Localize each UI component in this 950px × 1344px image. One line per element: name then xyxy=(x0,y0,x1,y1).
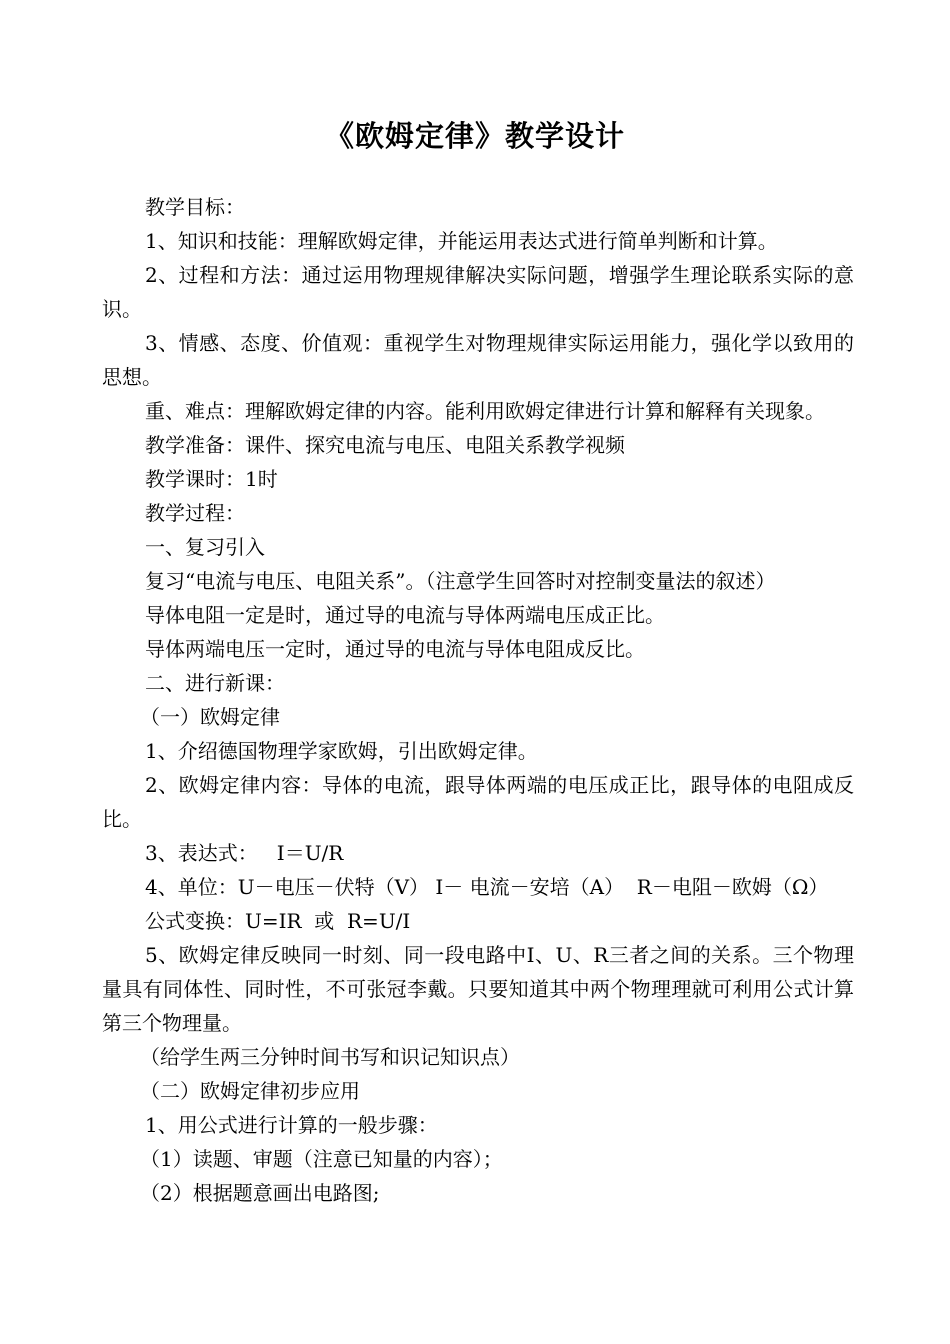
paragraph-introduce-ohm: 1、介绍德国物理学家欧姆，引出欧姆定律。 xyxy=(145,739,538,763)
paragraph-law-content: 2、欧姆定律内容：导体的电流，跟导体两端的电压成正比，跟导体的电阻成反比。 xyxy=(102,773,854,831)
paragraph-memorize-note: （给学生两三分钟时间书写和识记知识点） xyxy=(140,1045,520,1069)
paragraph-formula-transform: 公式变换：U=IR 或 R=U/I xyxy=(145,909,411,933)
paragraph-subsection-ohms-law: （一）欧姆定律 xyxy=(140,705,280,729)
paragraph-step-draw: （2）根据题意画出电路图; xyxy=(140,1181,380,1205)
document-body xyxy=(102,190,854,1210)
paragraph-preparation: 教学准备：课件、探究电流与电压、电阻关系教学视频 xyxy=(145,433,625,457)
paragraph-class-hours: 教学课时：1时 xyxy=(145,467,278,491)
paragraph-process-heading: 教学过程： xyxy=(145,501,245,525)
paragraph-review-note: 复习“电流与电压、电阻关系”。（注意学生回答时对控制变量法的叙述） xyxy=(145,569,776,593)
paragraph-calc-steps: 1、用公式进行计算的一般步骤： xyxy=(145,1113,438,1137)
paragraph-goal-attitude: 3、情感、态度、价值观：重视学生对物理规律实际运用能力，强化学以致用的思想。 xyxy=(102,331,854,389)
paragraph-section-new-lesson: 二、进行新课： xyxy=(145,671,285,695)
paragraph-key-points: 重、难点：理解欧姆定律的内容。能利用欧姆定律进行计算和解释有关现象。 xyxy=(145,399,825,423)
paragraph-section-review: 一、复习引入 xyxy=(145,535,265,559)
paragraph-subsection-application: （二）欧姆定律初步应用 xyxy=(140,1079,360,1103)
paragraph-law-relationship: 5、欧姆定律反映同一时刻、同一段电路中I、U、R三者之间的关系。三个物理量具有同体性、同时性，不可张冠李戴。只要知道其中两个物理理就可利用公式计算第三个物理量。 xyxy=(102,943,854,1035)
paragraph-goal-process: 2、过程和方法：通过运用物理规律解决实际问题，增强学生理论联系实际的意识。 xyxy=(102,263,854,321)
paragraph-expression: 3、表达式： I＝U/R xyxy=(145,841,344,865)
paragraph-step-read: （1）读题、审题（注意已知量的内容）； xyxy=(140,1147,503,1171)
paragraph-units: 4、单位：U－电压－伏特（V） I－ 电流－安培（A） R－电阻－欧姆（Ω） xyxy=(145,875,829,899)
paragraph-review-voltage: 导体两端电压一定时，通过导的电流与导体电阻成反比。 xyxy=(145,637,645,661)
paragraph-goal-knowledge: 1、知识和技能：理解欧姆定律，并能运用表达式进行简单判断和计算。 xyxy=(145,229,778,253)
paragraph-review-resistance: 导体电阻一定是时，通过导的电流与导体两端电压成正比。 xyxy=(145,603,665,627)
paragraph-teaching-goals: 教学目标： xyxy=(145,195,245,219)
document-title: 《欧姆定律》教学设计 xyxy=(324,119,625,153)
